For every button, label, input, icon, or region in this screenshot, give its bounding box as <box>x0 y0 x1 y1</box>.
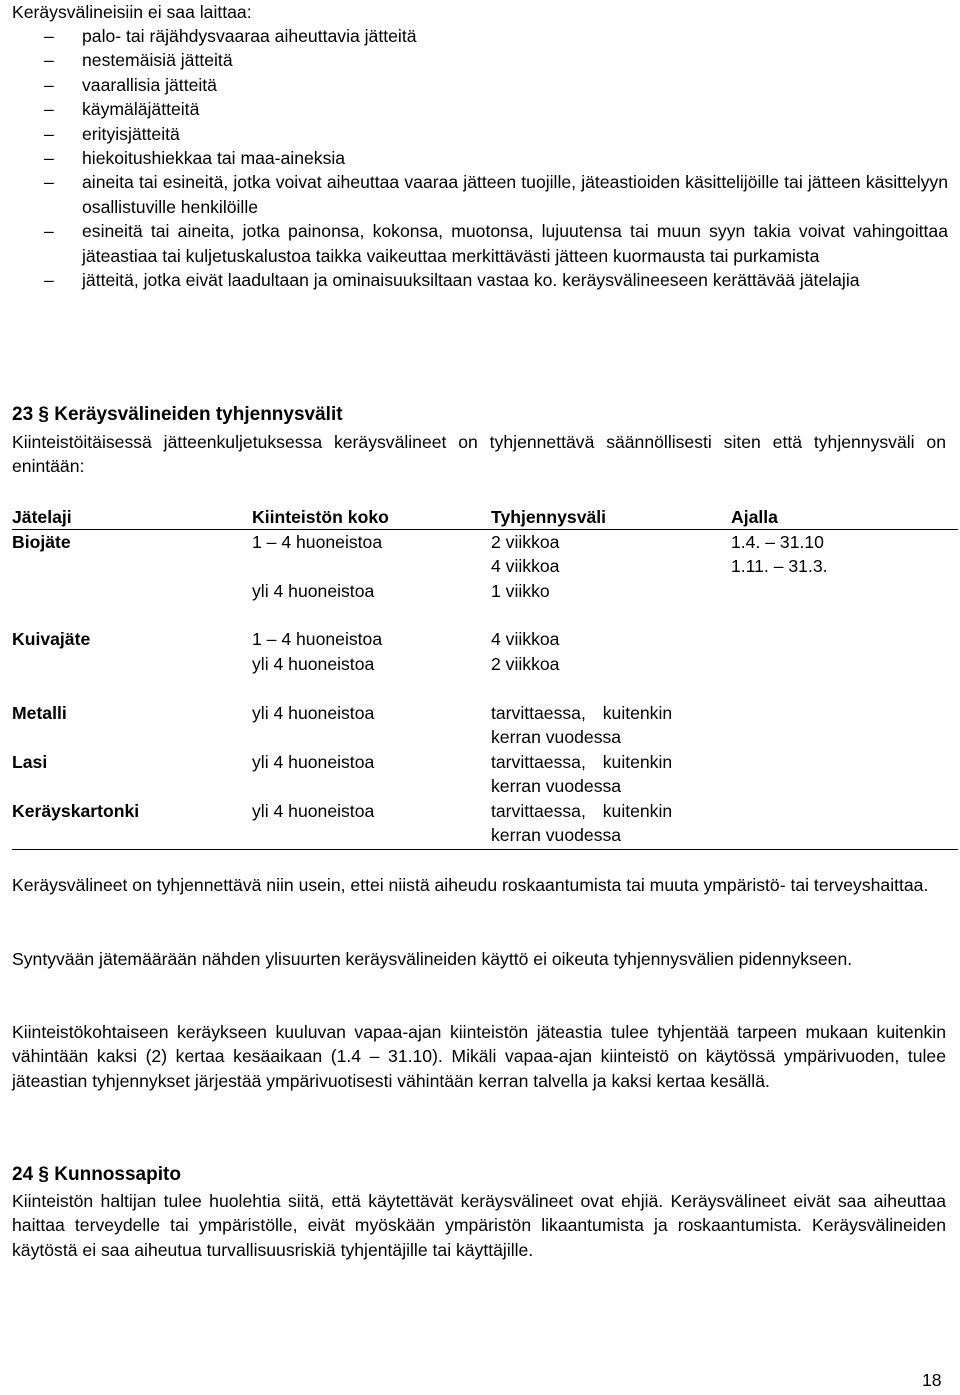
table-cell: tarvittaessa, kuitenkin <box>491 703 673 723</box>
table-cell: Kuivajäte <box>12 629 91 649</box>
dash-icon: – <box>44 99 54 120</box>
list-item: – palo- tai räjähdysvaaraa aiheuttavia jätteitä <box>0 24 960 48</box>
table-cell: 4 viikkoa <box>491 629 560 649</box>
table-cell: yli 4 huoneistoa <box>252 752 375 772</box>
dash-icon: – <box>44 270 54 291</box>
table-cell: 2 viikkoa <box>491 532 560 552</box>
dash-icon: – <box>44 74 54 95</box>
section-title: Kunnossapito <box>54 1164 181 1185</box>
dash-icon: – <box>44 172 54 193</box>
list-item: – erityisjätteitä <box>0 122 960 146</box>
section-23-heading <box>12 403 343 427</box>
table-header: Kiinteistön koko <box>252 507 389 527</box>
table-header: Tyhjennysväli <box>491 507 607 527</box>
section-number: 24 § <box>12 1164 49 1185</box>
table-cell: 1 viikko <box>491 581 550 601</box>
table-cell: Keräyskartonki <box>12 801 140 821</box>
table-cell: 1 – 4 huoneistoa <box>252 629 383 649</box>
table-cell: 1.4. – 31.10 <box>731 532 824 552</box>
section-24-heading <box>12 1163 181 1187</box>
table-cell: 4 viikkoa <box>491 556 560 576</box>
list-item: – esineitä tai aineita, jotka painonsa, kokonsa, muotonsa, lujuutensa tai muun syyn takia voivat vahingoittaa jäteastiaa tai kuljetuskalustoa taikka vaikeuttaa merkittävästi jätteen kuormausta tai purkamista <box>44 221 948 266</box>
table-cell: tarvittaessa, kuitenkin <box>491 801 673 821</box>
table-cell: yli 4 huoneistoa <box>252 654 375 674</box>
list-item: – vaarallisia jätteitä <box>0 73 960 97</box>
table-cell: 1.11. – 31.3. <box>731 556 828 576</box>
table-cell: tarvittaessa, kuitenkin <box>491 752 673 772</box>
list-item: – jätteitä, jotka eivät laadultaan ja ominaisuuksiltaan vastaa ko. keräysvälineeseen kerättävää jätelajia <box>0 268 960 292</box>
section-number: 23 § <box>12 404 49 425</box>
page-number: 18 <box>922 1370 942 1390</box>
table-cell: Lasi <box>12 752 48 772</box>
paragraph: Syntyvään jätemäärään nähden ylisuurten keräysvälineiden käyttö ei oikeuta tyhjennysvälien pidennykseen. <box>12 949 853 969</box>
list-item: – aineita tai esineitä, jotka voivat aiheuttaa vaaraa jätteen tuojille, jäteastioiden käsittelijöille tai jätteen käsittelyyn osallistuville henkilöille <box>44 172 948 217</box>
table-bottom-rule <box>12 849 958 850</box>
table-cell: Metalli <box>12 703 67 723</box>
table-cell: 1 – 4 huoneistoa <box>252 532 383 552</box>
section-24-text: Kiinteistön haltijan tulee huolehtia siitä, että käytettävät keräysvälineet ovat ehjiä. Keräysvälineet eivät saa aiheuttaa haittaa terveydelle tai ympäristölle, eivät myöskään ympäristön likaantumista ja roskaantumista. Keräysvälineiden käytöstä ei saa aiheutua turvallisuusriskiä tyhjentäjille tai käyttäjille. <box>12 1191 946 1260</box>
table-cell: yli 4 huoneistoa <box>252 801 375 821</box>
dash-icon: – <box>44 26 54 46</box>
section-23-intro: Kiinteistöitäisessä jätteenkuljetuksessa keräysvälineet on tyhjennettävä säännöllisesti siten että tyhjennysväli on enintään: <box>12 432 946 477</box>
section-title: Keräysvälineiden tyhjennysvälit <box>54 404 343 425</box>
table-header: Ajalla <box>731 507 778 527</box>
dash-icon: – <box>44 221 54 242</box>
table-cell: 2 viikkoa <box>491 654 560 674</box>
prohibited-list <box>0 24 960 292</box>
list-item: – hiekoitushiekkaa tai maa-aineksia <box>0 146 960 170</box>
table-cell: kerran vuodessa <box>491 776 622 796</box>
paragraph: Kiinteistökohtaiseen keräykseen kuuluvan vapaa-ajan kiinteistön jäteastia tulee tyhjentää tarpeen mukaan kuitenkin vähintään kaksi (2) kertaa kesäaikaan (1.4 – 31.10). Mikäli vapaa-ajan kiinteistö on käytössä ympärivuoden, tulee jäteastian tyhjennykset järjestää ympärivuotisesti vähintään kerran talvella ja kaksi kertaa kesällä. <box>12 1022 946 1091</box>
list-item: – nestemäisiä jätteitä <box>0 48 960 72</box>
table-cell: kerran vuodessa <box>491 825 622 845</box>
intro-text: Keräysvälineisiin ei saa laittaa: <box>12 2 252 22</box>
dash-icon: – <box>44 148 54 169</box>
list-item: – käymäläjätteitä <box>0 97 960 121</box>
table-cell: yli 4 huoneistoa <box>252 703 375 723</box>
paragraph: Keräysvälineet on tyhjennettävä niin usein, ettei niistä aiheudu roskaantumista tai muuta ympäristö- tai terveyshaittaa. <box>12 875 929 895</box>
table-cell: yli 4 huoneistoa <box>252 581 375 601</box>
dash-icon: – <box>44 123 54 144</box>
table-cell: kerran vuodessa <box>491 727 622 747</box>
table-header: Jätelaji <box>12 507 72 527</box>
dash-icon: – <box>44 50 54 71</box>
table-cell: Biojäte <box>12 532 71 552</box>
